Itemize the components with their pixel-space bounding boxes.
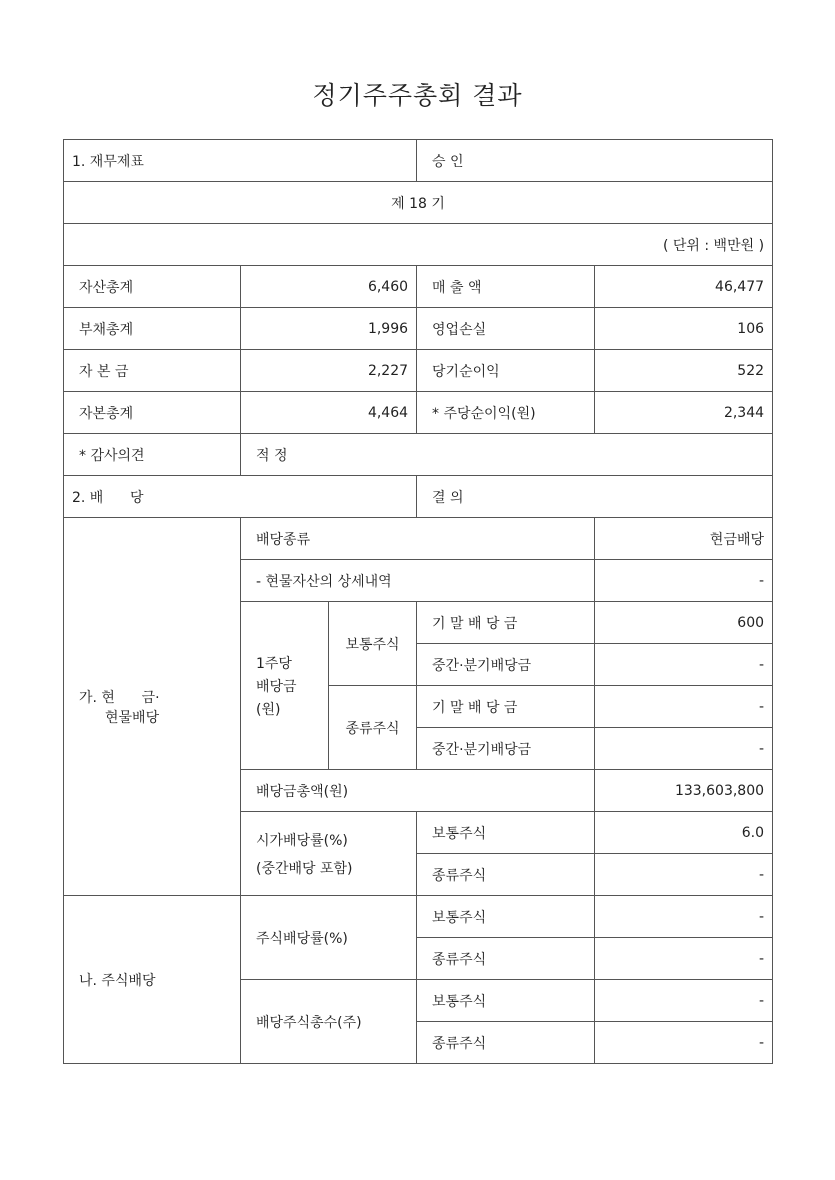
- year-end-label: 기 말 배 당 금: [417, 602, 595, 644]
- asset-detail-value: -: [595, 560, 773, 602]
- total-dividend-value: 133,603,800: [595, 770, 773, 812]
- yield-label-line: (중간배당 포함): [256, 860, 353, 877]
- financial-value: 2,227: [241, 350, 417, 392]
- cash-dividend-label-line2: 현물배당: [105, 709, 160, 726]
- stock-ratio-label: 주식배당률(%): [241, 896, 417, 980]
- table-row: [64, 896, 773, 938]
- stock-dividend-label: 나. 주식배당: [64, 896, 241, 1064]
- audit-value: 적 정: [241, 434, 773, 476]
- interim-label: 중간·분기배당금: [417, 644, 595, 686]
- ratio-common-value: -: [595, 896, 773, 938]
- financial-label: 자 본 금: [64, 350, 241, 392]
- preferred-year-end-value: -: [595, 686, 773, 728]
- shares-common-label: 보통주식: [417, 980, 595, 1022]
- financial-label: 당기순이익: [417, 350, 595, 392]
- cash-dividend-label: [64, 518, 241, 896]
- preferred-interim-value: -: [595, 728, 773, 770]
- ratio-preferred-value: -: [595, 938, 773, 980]
- financial-label: 영업손실: [417, 308, 595, 350]
- audit-label: * 감사의견: [64, 434, 241, 476]
- asset-detail-label: - 현물자산의 상세내역: [241, 560, 595, 602]
- total-dividend-label: 배당금총액(원): [241, 770, 595, 812]
- per-share-label-line: 1주당: [256, 655, 292, 672]
- shares-preferred-label: 종류주식: [417, 1022, 595, 1064]
- financial-label: 자본총계: [64, 392, 241, 434]
- section1-label: 1. 재무제표: [64, 140, 417, 182]
- cash-dividend-label-line1: 가. 현 금·: [79, 689, 160, 706]
- yield-preferred-value: -: [595, 854, 773, 896]
- yield-common-label: 보통주식: [417, 812, 595, 854]
- common-interim-value: -: [595, 644, 773, 686]
- financial-value: 1,996: [241, 308, 417, 350]
- financial-value: 46,477: [595, 266, 773, 308]
- yield-preferred-label: 종류주식: [417, 854, 595, 896]
- ratio-preferred-label: 종류주식: [417, 938, 595, 980]
- table-row: [64, 518, 773, 560]
- financial-label: 매 출 액: [417, 266, 595, 308]
- yield-common-value: 6.0: [595, 812, 773, 854]
- unit-label: ( 단위 : 백만원 ): [64, 224, 773, 266]
- table-row: [64, 392, 773, 434]
- interim-label: 중간·분기배당금: [417, 728, 595, 770]
- period-label: 제 18 기: [64, 182, 773, 224]
- section2-status: 결 의: [417, 476, 773, 518]
- preferred-stock-label: 종류주식: [329, 686, 417, 770]
- results-table: [63, 139, 773, 1064]
- financial-value: 6,460: [241, 266, 417, 308]
- table-row: [64, 350, 773, 392]
- per-share-label: [241, 602, 329, 770]
- table-row: [64, 308, 773, 350]
- yield-label-line: 시가배당률(%): [256, 832, 348, 849]
- financial-value: 4,464: [241, 392, 417, 434]
- stock-shares-label: 배당주식총수(주): [241, 980, 417, 1064]
- financial-label: * 주당순이익(원): [417, 392, 595, 434]
- financial-value: 106: [595, 308, 773, 350]
- table-row: [64, 266, 773, 308]
- financial-value: 522: [595, 350, 773, 392]
- financial-label: 자산총계: [64, 266, 241, 308]
- table-row: [64, 224, 773, 266]
- table-row: [64, 182, 773, 224]
- document-title: 정기주주총회 결과: [312, 81, 523, 110]
- yield-label: [241, 812, 417, 896]
- per-share-label-line: 배당금: [256, 678, 297, 695]
- table-row: [64, 140, 773, 182]
- year-end-label: 기 말 배 당 금: [417, 686, 595, 728]
- financial-value: 2,344: [595, 392, 773, 434]
- table-row: [64, 434, 773, 476]
- table-row: [64, 476, 773, 518]
- shares-preferred-value: -: [595, 1022, 773, 1064]
- shares-common-value: -: [595, 980, 773, 1022]
- section1-status: 승 인: [417, 140, 773, 182]
- per-share-label-line: (원): [256, 701, 281, 718]
- section2-label: 2. 배 당: [64, 476, 417, 518]
- dividend-type-label: 배당종류: [241, 518, 595, 560]
- common-stock-label: 보통주식: [329, 602, 417, 686]
- ratio-common-label: 보통주식: [417, 896, 595, 938]
- financial-label: 부채총계: [64, 308, 241, 350]
- dividend-type-value: 현금배당: [595, 518, 773, 560]
- common-year-end-value: 600: [595, 602, 773, 644]
